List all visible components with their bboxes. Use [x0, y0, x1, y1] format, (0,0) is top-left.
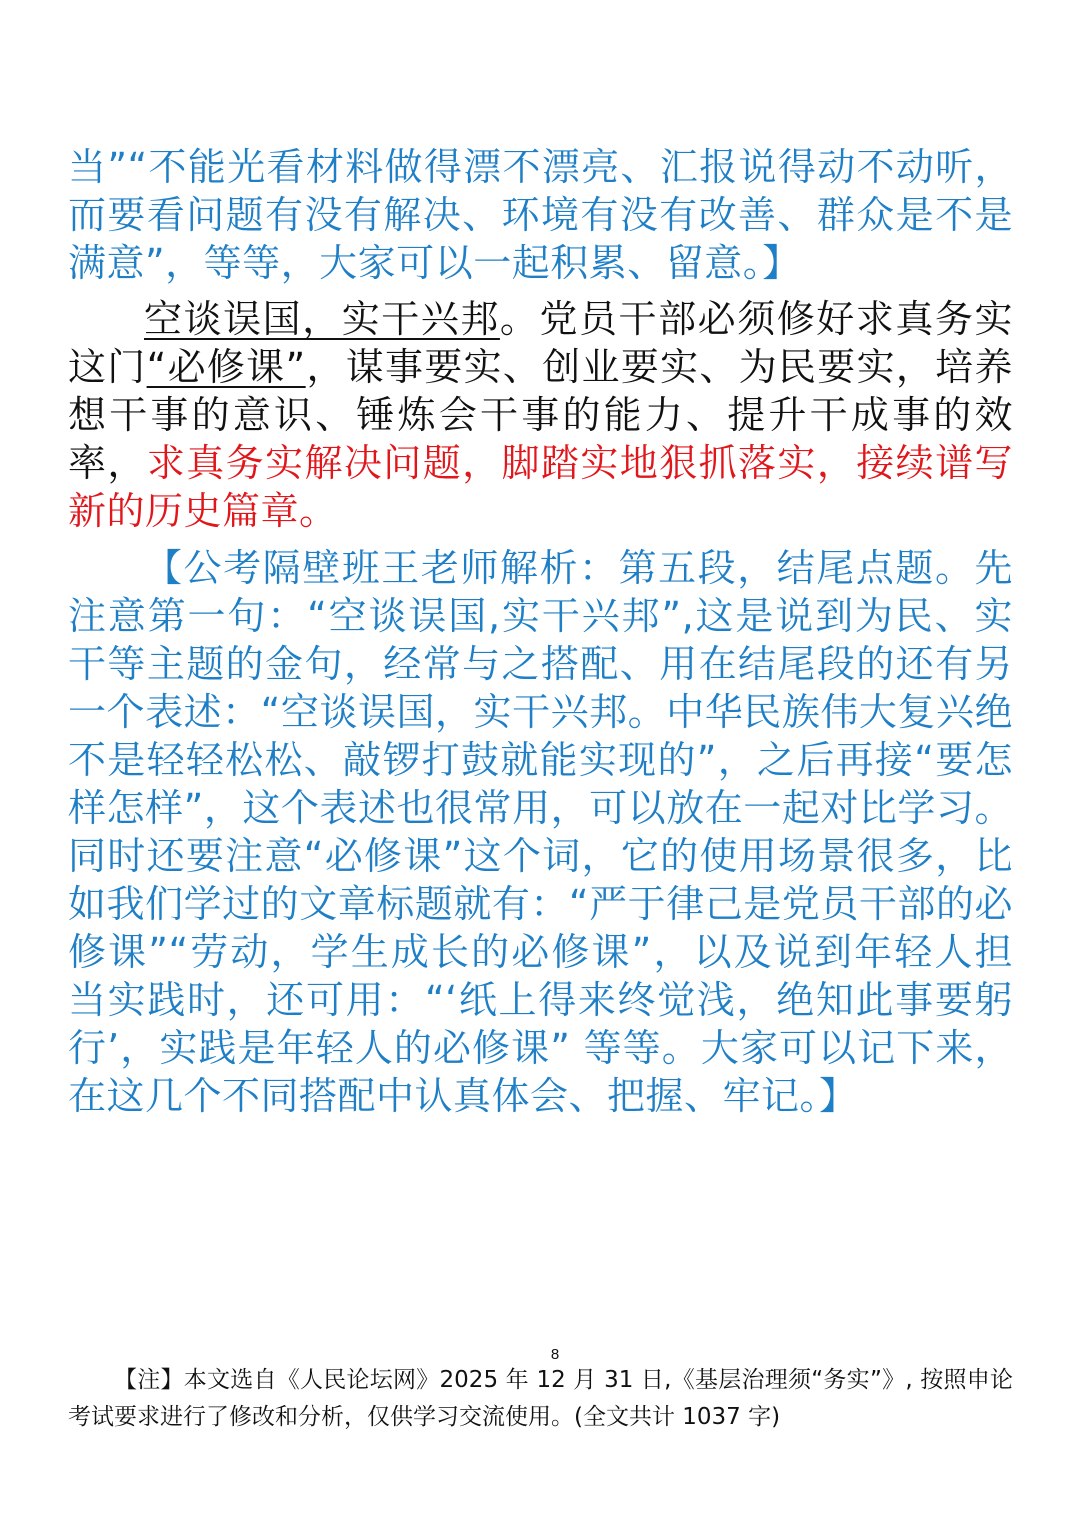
body-paragraph: [68, 295, 1013, 535]
footnote-text: 【注】本文选自《人民论坛网》2025 年 12 月 31 日,《基层治理须“务实”》, 按照申论考试要求进行了修改和分析，仅供学习交流使用。(全文共计 1037 字): [68, 1367, 1013, 1430]
body-text-part1: 。党员干部必须修好求真务实这门: [68, 297, 1013, 389]
analysis-paragraph-continued: [68, 143, 1013, 287]
underlined-phrase-slogan: 空谈误国，实干兴邦: [144, 297, 500, 341]
body-text-part2: ，谋事要实、创业要实、为民要实，培养想干事的意识、锤炼会干事的能力、提升干成事的效率，: [68, 345, 1013, 485]
page-number: 8: [550, 1346, 560, 1363]
footnote: [68, 1362, 1013, 1436]
analysis-text-continued: 当”“不能光看材料做得漂不漂亮、汇报说得动不动听，而要看问题有没有解决、环境有没有改善、群众是不是满意”，等等，大家可以一起积累、留意。】: [68, 145, 1013, 285]
underlined-phrase-required-course: “必修课”: [146, 345, 306, 389]
analysis-text: 【公考隔壁班王老师解析：第五段，结尾点题。先注意第一句：“空谈误国,实干兴邦”,这是说到为民、实干等主题的金句，经常与之搭配、用在结尾段的还有另一个表述：“空谈误国，实干兴邦。中华民族伟大复兴绝不是轻轻松松、敲锣打鼓就能实现的”，之后再接“要怎样怎样”，这个表述也很常用，可以放在一起对比学习。同时还要注意“必修课”这个词，它的使用场景很多，比如我们学过的文章标题就有：“严于律己是党员干部的必修课”“劳动，学生成长的必修课”，以及说到年轻人担当实践时，还可用：“‘纸上得来终觉浅，绝知此事要躬行’，实践是年轻人的必修课” 等等。大家可以记下来，在这几个不同搭配中认真体会、把握、牢记。】: [68, 546, 1013, 1118]
analysis-paragraph: [68, 544, 1013, 1120]
highlighted-conclusion: 求真务实解决问题，脚踏实地狠抓落实，接续谱写新的历史篇章。: [68, 441, 1013, 533]
